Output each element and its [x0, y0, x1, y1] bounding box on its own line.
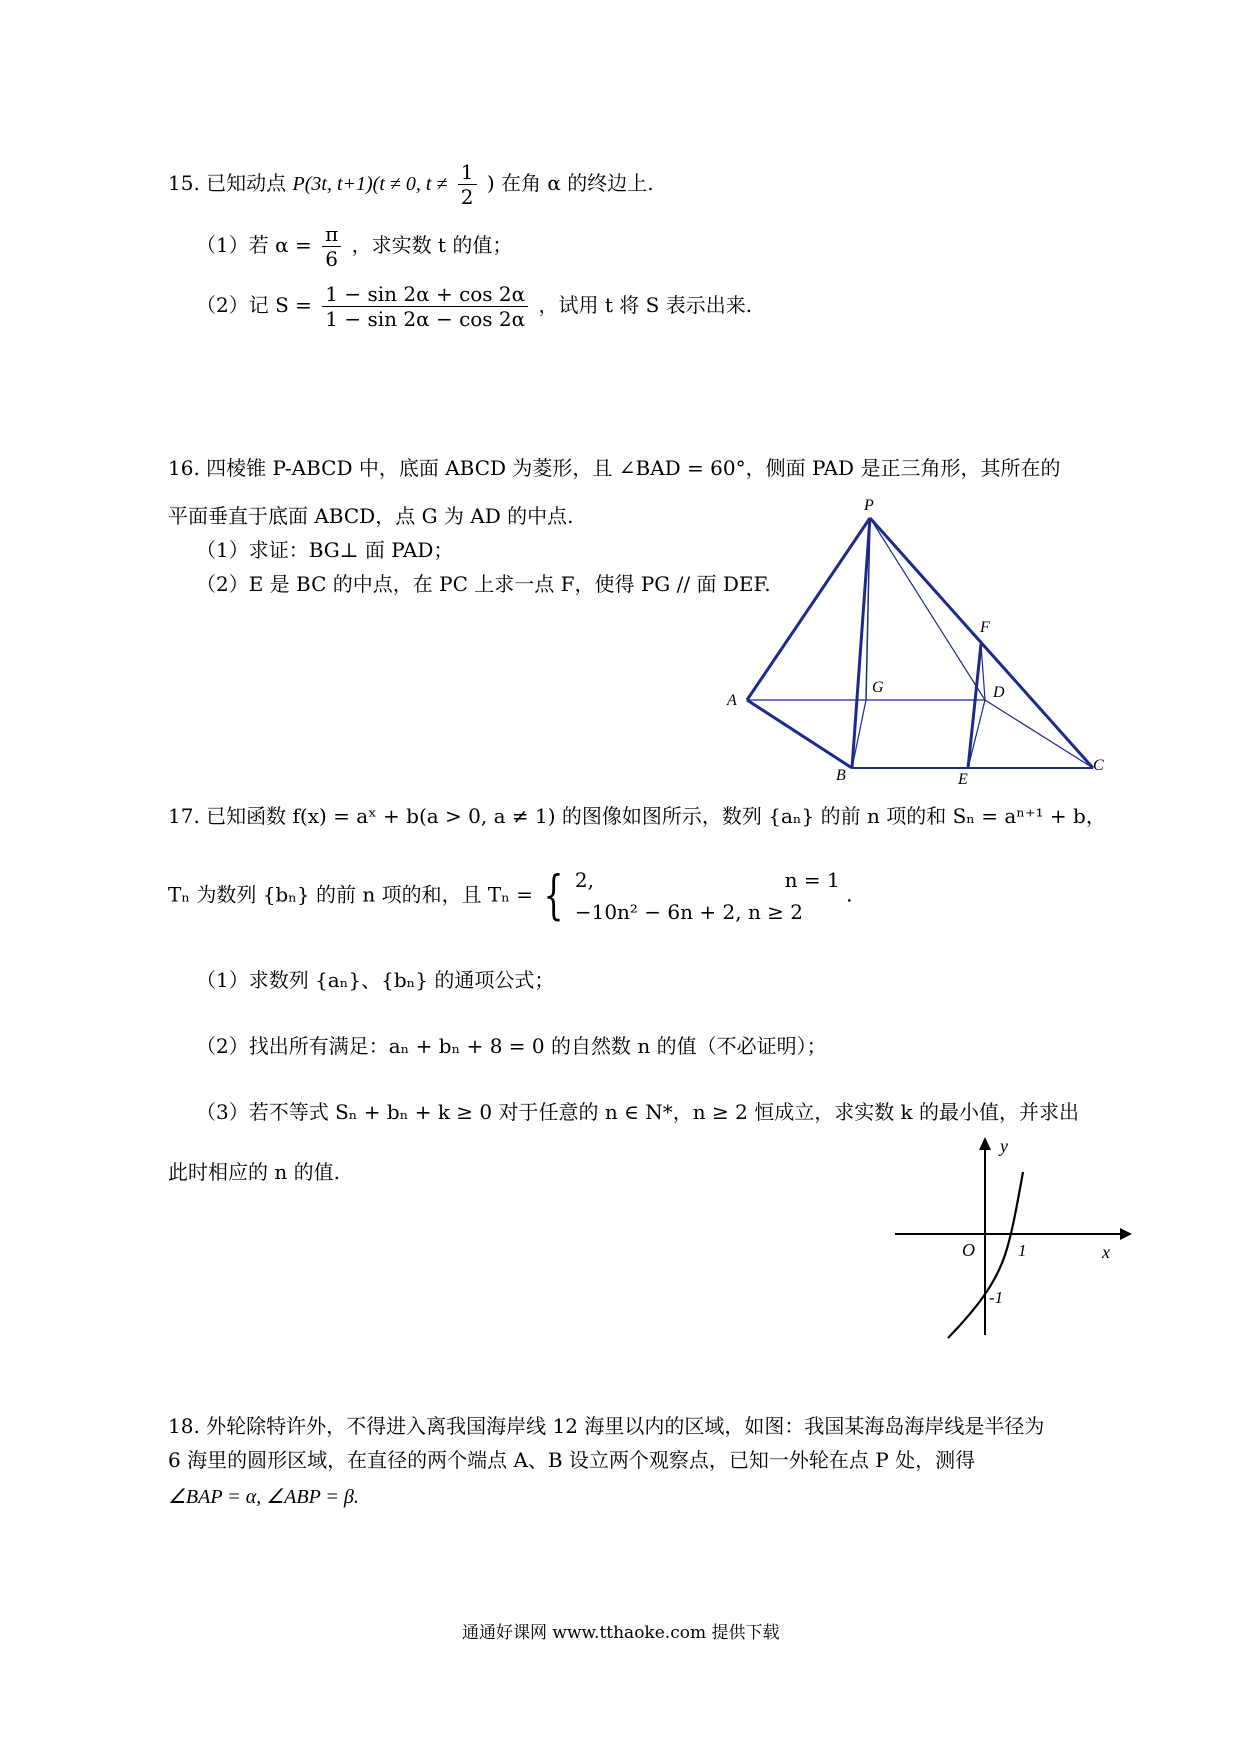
- edge-ef: [968, 644, 981, 768]
- q15-half-fraction: $\frac{1}{2}$: [458, 160, 477, 209]
- q15-part2: （2）记 S = $\frac{1 - \sin 2\alpha + \cos 2\alpha}{1 - \sin 2\alpha - \cos 2\alpha}$ ，试用 t 将 S 表示出来.: [196, 282, 753, 331]
- q15-point: P(3t, t+1)(t ≠ 0, t ≠: [292, 173, 448, 195]
- case-2: −10n² − 6n + 2, n ≥ 2: [574, 900, 804, 924]
- function-graph: [895, 1136, 1132, 1338]
- piecewise-cases: [575, 864, 840, 928]
- label-b: B: [836, 767, 846, 784]
- q15-pi-fraction: $\frac{\pi}{6}$: [322, 222, 341, 271]
- label-d: D: [993, 684, 1005, 701]
- q15-tail: ) 在角 α 的终边上.: [486, 171, 654, 195]
- graph-label-neg-one: -1: [989, 1288, 1004, 1307]
- q15-lead: 15. 已知动点: [168, 171, 287, 195]
- label-g: G: [872, 679, 884, 696]
- edge-fd: [981, 644, 985, 700]
- q16-line1: 16. 四棱锥 P-ABCD 中，底面 ABCD 为菱形，且 ∠BAD = 60°，侧面 PAD 是正三角形，其所在的: [168, 456, 1061, 480]
- case-1: 2, n = 1: [574, 868, 840, 892]
- graph-label-x: x: [1102, 1242, 1110, 1262]
- edge-pc: [870, 518, 1093, 768]
- graph-label-y: y: [1000, 1136, 1008, 1156]
- edge-pd: [870, 518, 985, 700]
- q17-line2: Tₙ 为数列 {bₙ} 的前 n 项的和，且 Tₙ = { 2, n = 1 −10n² − 6n + 2, n ≥ 2 .: [168, 866, 853, 926]
- q18-line1: 18. 外轮除特许外，不得进入离我国海岸线 12 海里以内的区域，如图：我国某海岛海岸线是半径为: [168, 1414, 1045, 1438]
- label-a: A: [727, 692, 737, 709]
- q17-part3: （3）若不等式 Sₙ + bₙ + k ≥ 0 对于任意的 n ∈ N*，n ≥ 2 恒成立，求实数 k 的最小值，并求出: [196, 1100, 1080, 1124]
- q16-part1: （1）求证：BG⊥ 面 PAD；: [196, 538, 454, 562]
- label-p: P: [864, 497, 874, 514]
- q18-line3: ∠BAP = α, ∠ABP = β.: [168, 1486, 359, 1508]
- q17-line1: 17. 已知函数 f(x) = aˣ + b(a > 0, a ≠ 1) 的图像如图所示，数列 {aₙ} 的前 n 项的和 Sₙ = aⁿ⁺¹ + b，: [168, 804, 1106, 828]
- pyramid-lines: [747, 518, 1093, 768]
- piecewise-brace: {: [544, 866, 564, 926]
- edge-ab: [747, 700, 852, 768]
- edge-pa: [747, 518, 870, 700]
- q17-part3-cont: 此时相应的 n 的值.: [168, 1160, 340, 1184]
- y-axis-arrow: [979, 1137, 991, 1150]
- q15-s-fraction: $\frac{1 - \sin 2\alpha + \cos 2\alpha}{1 - \sin 2\alpha - \cos 2\alpha}$: [322, 282, 528, 331]
- label-f: F: [980, 619, 990, 636]
- x-axis-arrow: [1120, 1228, 1132, 1240]
- q18-line2: 6 海里的圆形区域，在直径的两个端点 A、B 设立两个观察点，已知一外轮在点 P 处，测得: [168, 1448, 976, 1472]
- q15-part1: （1）若 α = $\frac{\pi}{6}$ ，求实数 t 的值；: [196, 222, 513, 271]
- q16-part2: （2）E 是 BC 的中点，在 PC 上求一点 F，使得 PG // 面 DEF.: [196, 572, 771, 596]
- label-e: E: [958, 771, 968, 788]
- q17-part2: （2）找出所有满足：aₙ + bₙ + 8 = 0 的自然数 n 的值（不必证明）；: [196, 1034, 827, 1058]
- q16-line2: 平面垂直于底面 ABCD，点 G 为 AD 的中点.: [168, 504, 574, 528]
- label-c: C: [1093, 757, 1104, 774]
- q17-part1: （1）求数列 {aₙ}、{bₙ} 的通项公式；: [196, 968, 555, 992]
- edge-dc: [985, 700, 1093, 768]
- graph-label-one: 1: [1018, 1241, 1027, 1260]
- page-footer: 通通好课网 www.tthaoke.com 提供下载: [462, 1623, 780, 1643]
- graph-label-origin: O: [962, 1240, 975, 1260]
